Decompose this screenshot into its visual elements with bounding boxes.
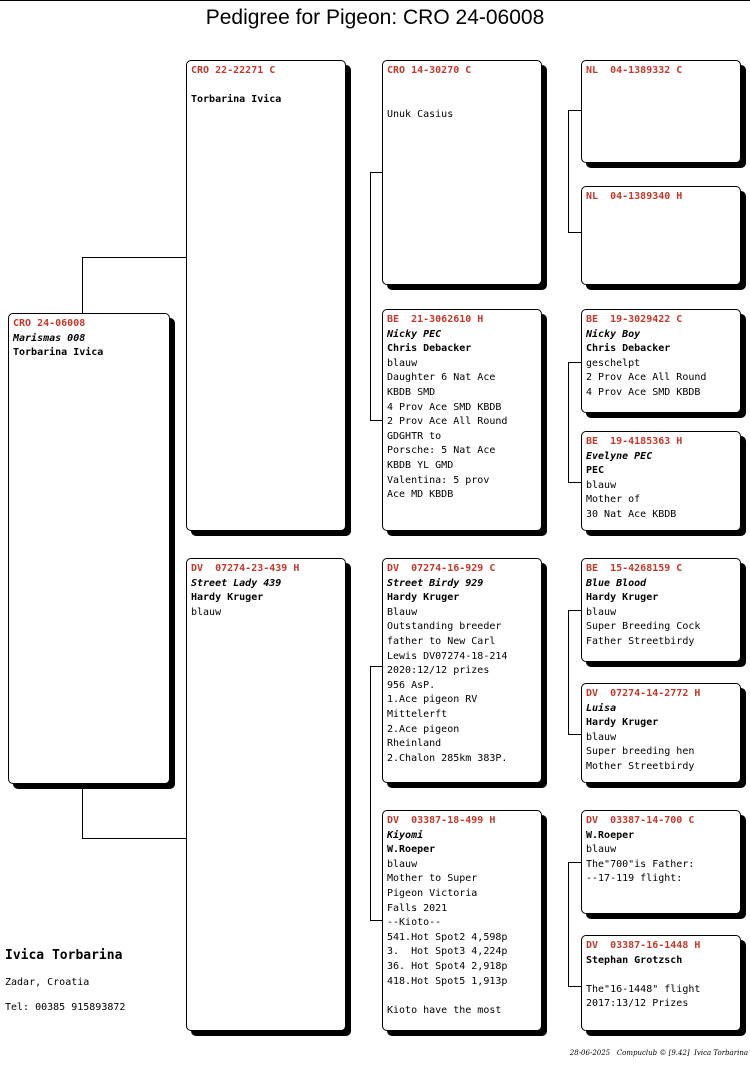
connector [568, 610, 569, 734]
blank-line [586, 968, 736, 983]
info-line: --17-119 flight: [586, 873, 683, 885]
info-line: blauw [387, 858, 418, 870]
blank-line [387, 79, 537, 94]
ring-number: NL 04-1389332 C [586, 65, 683, 76]
info-line: blauw [387, 357, 418, 369]
connector [82, 784, 83, 838]
blank-line [387, 93, 537, 108]
info-line: Ace MD KBDB [387, 489, 454, 501]
owner-name: Torbarina Ivica [191, 94, 282, 106]
owner-name: Chris Debacker [387, 343, 472, 355]
ring-number: DV 03387-16-1448 H [586, 940, 701, 951]
connector [568, 110, 581, 111]
pigeon-name: Kiyomi [387, 829, 424, 841]
paternal-grandfather-card[interactable] [382, 60, 542, 285]
pigeon-name: Street Lady 439 [191, 577, 282, 589]
blank-line [387, 989, 537, 1004]
info-line: 418.Hot Spot5 1,913p [387, 975, 508, 987]
info-line: Blauw [387, 606, 418, 618]
ring-number: DV 07274-14-2772 H [586, 688, 701, 699]
info-line: Super Breeding Cock [586, 621, 701, 633]
owner-name: Chris Debacker [586, 343, 671, 355]
breeder-name: Ivica Torbarina [5, 948, 123, 963]
owner-name: Stephan Grotzsch [586, 954, 683, 966]
info-line: Father Streetbirdy [586, 635, 695, 647]
ggp-mff-card[interactable] [581, 558, 741, 662]
connector [568, 232, 581, 233]
ggp-fmm-card[interactable] [581, 431, 741, 531]
owner-name: PEC [586, 465, 605, 477]
info-line: father to New Carl [387, 635, 496, 647]
owner-name: W.Roeper [387, 844, 436, 856]
info-line: Outstanding breeder [387, 621, 502, 633]
pigeon-name: Nicky PEC [387, 328, 442, 340]
info-line: Daughter 6 Nat Ace [387, 372, 496, 384]
info-line: Super breeding hen [586, 746, 695, 758]
connector [370, 420, 382, 421]
owner-name: Hardy Kruger [387, 592, 460, 604]
info-line: Porsche: 5 Nat Ace [387, 445, 496, 457]
pigeon-name: Street Birdy 929 [387, 577, 484, 589]
info-line: Unuk Casius [387, 108, 454, 120]
connector [568, 610, 581, 611]
paternal-grandmother-card[interactable] [382, 309, 542, 531]
pigeon-name: Nicky Boy [586, 328, 641, 340]
info-line: The"16-1448" flight [586, 983, 701, 995]
pigeon-name: Evelyne PEC [586, 450, 653, 462]
subject-card[interactable] [8, 313, 170, 784]
ring-number: DV 03387-14-700 C [586, 815, 695, 826]
ggp-ffm-card[interactable] [581, 186, 741, 285]
pigeon-name: Marismas 008 [13, 332, 86, 344]
owner-name: Torbarina Ivica [13, 347, 104, 359]
info-line: The"700"is Father: [586, 858, 695, 870]
footer-credit: 28-06-2025 Compuclub © [9.42] Ivica Torbarina [569, 1049, 748, 1057]
info-line: 3. Hot Spot3 4,224p [387, 946, 508, 958]
connector [568, 986, 581, 987]
owner-name: Hardy Kruger [586, 717, 659, 729]
info-line: Valentina: 5 prov [387, 474, 490, 486]
info-line: 30 Nat Ace KBDB [586, 508, 677, 520]
ggp-mfm-card[interactable] [581, 683, 741, 783]
info-line: blauw [191, 606, 222, 618]
breeder-phone: Tel: 00385 915893872 [5, 1002, 126, 1013]
connector [568, 734, 581, 735]
info-line: 541.Hot Spot2 4,598p [387, 931, 508, 943]
ring-number: BE 19-3029422 C [586, 314, 683, 325]
info-line: Mother of [586, 494, 641, 506]
owner-name: Hardy Kruger [191, 592, 264, 604]
info-line: --Kioto-- [387, 917, 442, 929]
info-line: Mother to Super [387, 873, 478, 885]
connector [568, 362, 569, 482]
ring-number: BE 15-4268159 C [586, 563, 683, 574]
connector [82, 257, 83, 313]
ggp-mmf-card[interactable] [581, 810, 741, 914]
maternal-grandmother-card[interactable] [382, 810, 542, 1031]
info-line: 2 Prov Ace All Round [586, 372, 707, 384]
info-line: blauw [586, 606, 617, 618]
info-line: 2017:13/12 Prizes [586, 998, 689, 1010]
info-line: 4 Prov Ace SMD KBDB [586, 386, 701, 398]
connector [568, 110, 569, 232]
connector [568, 862, 581, 863]
info-line: 956 AsP. [387, 679, 436, 691]
info-line: Pigeon Victoria [387, 887, 478, 899]
info-line: geschelpt [586, 357, 641, 369]
info-line: Rheinland [387, 738, 442, 750]
ring-number: CRO 22-22271 C [191, 65, 276, 76]
top-rule [0, 0, 750, 1]
info-line: 36. Hot Spot4 2,918p [387, 960, 508, 972]
info-line: Falls 2021 [387, 902, 448, 914]
info-line: blauw [586, 479, 617, 491]
ring-number: BE 21-3062610 H [387, 314, 484, 325]
pigeon-name: Blue Blood [586, 577, 647, 589]
connector [370, 172, 371, 420]
info-line: 4 Prov Ace SMD KBDB [387, 401, 502, 413]
connector [370, 172, 382, 173]
ring-number: BE 19-4185363 H [586, 436, 683, 447]
connector [568, 862, 569, 986]
ring-number: CRO 24-06008 [13, 318, 86, 329]
ring-number: NL 04-1389340 H [586, 191, 683, 202]
page-title: Pedigree for Pigeon: CRO 24-06008 [205, 6, 545, 29]
connector [82, 257, 186, 258]
ring-number: DV 03387-18-499 H [387, 815, 496, 826]
breeder-location: Zadar, Croatia [5, 977, 90, 988]
info-line: 2.Chalon 285km 383P. [387, 752, 508, 764]
connector [370, 666, 371, 920]
ring-number: CRO 14-30270 C [387, 65, 472, 76]
maternal-grandfather-card[interactable] [382, 558, 542, 783]
info-line: 1.Ace pigeon RV [387, 694, 478, 706]
mother-card[interactable] [186, 558, 346, 1031]
info-line: 2.Ace pigeon [387, 723, 460, 735]
ggp-fff-card[interactable] [581, 60, 741, 163]
ggp-fmf-card[interactable] [581, 309, 741, 413]
info-line: KBDB YL GMD [387, 459, 454, 471]
info-line: Lewis DV07274-18-214 [387, 650, 508, 662]
pigeon-name: Luisa [586, 702, 617, 714]
info-line: 2 Prov Ace All Round [387, 416, 508, 428]
ggp-mmm-card[interactable] [581, 935, 741, 1031]
connector [568, 482, 581, 483]
connector [370, 920, 382, 921]
info-line: GDGHTR to [387, 430, 442, 442]
info-line: Mittelerft [387, 708, 448, 720]
ring-number: DV 07274-23-439 H [191, 563, 300, 574]
owner-name: Hardy Kruger [586, 592, 659, 604]
info-line: 2020:12/12 prizes [387, 665, 490, 677]
connector [370, 666, 382, 667]
connector [82, 838, 186, 839]
father-card[interactable] [186, 60, 346, 531]
info-line: blauw [586, 844, 617, 856]
owner-name: W.Roeper [586, 829, 635, 841]
connector [568, 362, 581, 363]
ring-number: DV 07274-16-929 C [387, 563, 496, 574]
info-line: Kioto have the most [387, 1004, 502, 1016]
info-line: KBDB SMD [387, 386, 436, 398]
info-line: Mother Streetbirdy [586, 760, 695, 772]
info-line: blauw [586, 731, 617, 743]
breeder-info [5, 948, 125, 1013]
